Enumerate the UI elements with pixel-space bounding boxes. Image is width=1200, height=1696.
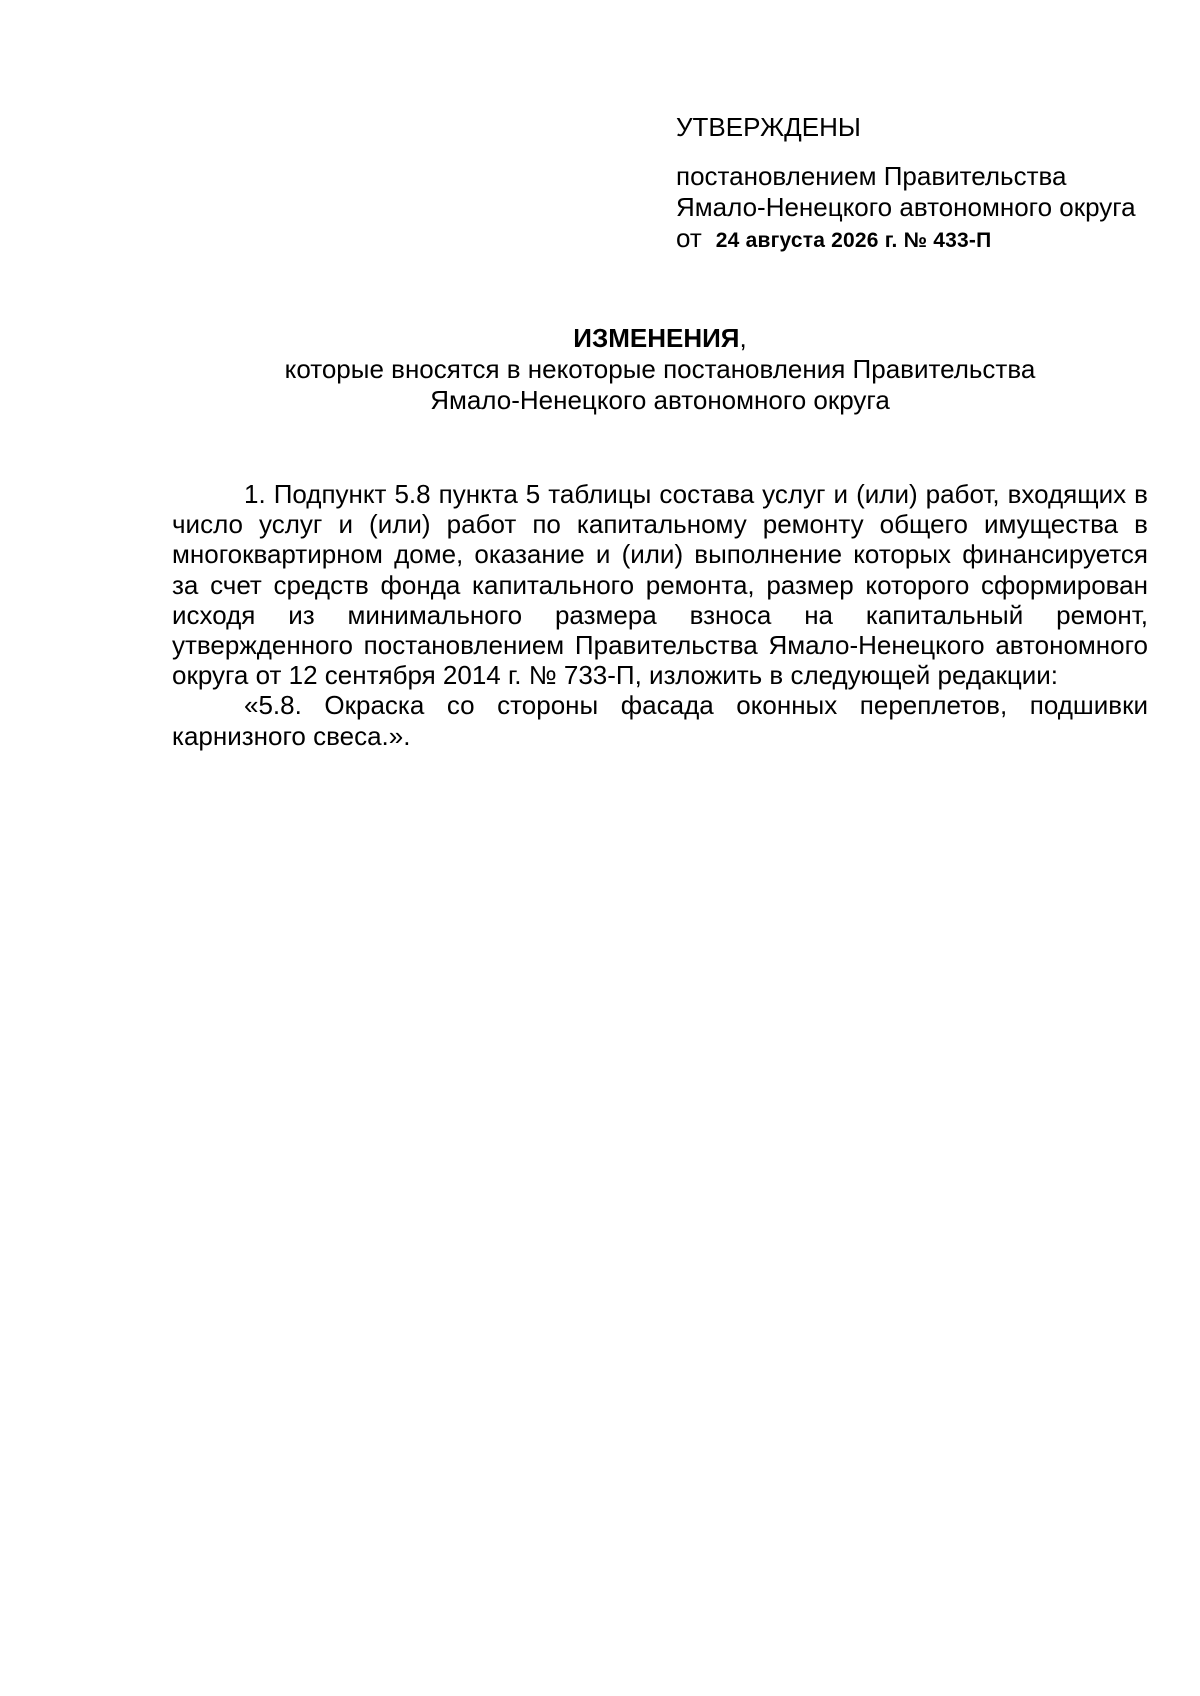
body-paragraph-2: «5.8. Окраска со стороны фасада оконных переплетов, подшивки карнизного свеса.».	[172, 690, 1148, 751]
document-body	[172, 479, 1148, 751]
document-title-suffix: ,	[739, 323, 747, 353]
body-paragraph-1: 1. Подпункт 5.8 пункта 5 таблицы состава услуг и (или) работ, входящих в число услуг и (или) работ по капитальному ремонту общего имущества в многоквартирном доме, оказание и (или) выполнение которых финансируется за счет средств фонда капитального ремонта, размер которого сформирован исходя из минимального размера взноса на капитальный ремонт, утвержденного постановлением Правительства Ямало-Ненецкого автономного округа от 12 сентября 2014 г. № 733-П, изложить в следующей редакции:	[172, 479, 1148, 691]
approval-from-label: от	[676, 223, 702, 253]
approval-date-number: 24 августа 2026 г. № 433-П	[715, 229, 992, 252]
approval-date-line	[676, 223, 1156, 256]
approval-line-2: Ямало-Ненецкого автономного округа	[676, 192, 1136, 222]
document-subtitle-line-2: Ямало-Ненецкого автономного округа	[430, 385, 890, 415]
document-subtitle-line-1: которые вносятся в некоторые постановления Правительства	[284, 354, 1036, 384]
approval-line-1: постановлением Правительства	[676, 161, 1067, 191]
document-heading	[172, 323, 1148, 416]
document-title-line	[172, 323, 1148, 354]
approval-block	[676, 112, 1156, 256]
approval-stamp-title: УТВЕРЖДЕНЫ	[676, 112, 861, 142]
document-title: ИЗМЕНЕНИЯ	[573, 323, 740, 353]
